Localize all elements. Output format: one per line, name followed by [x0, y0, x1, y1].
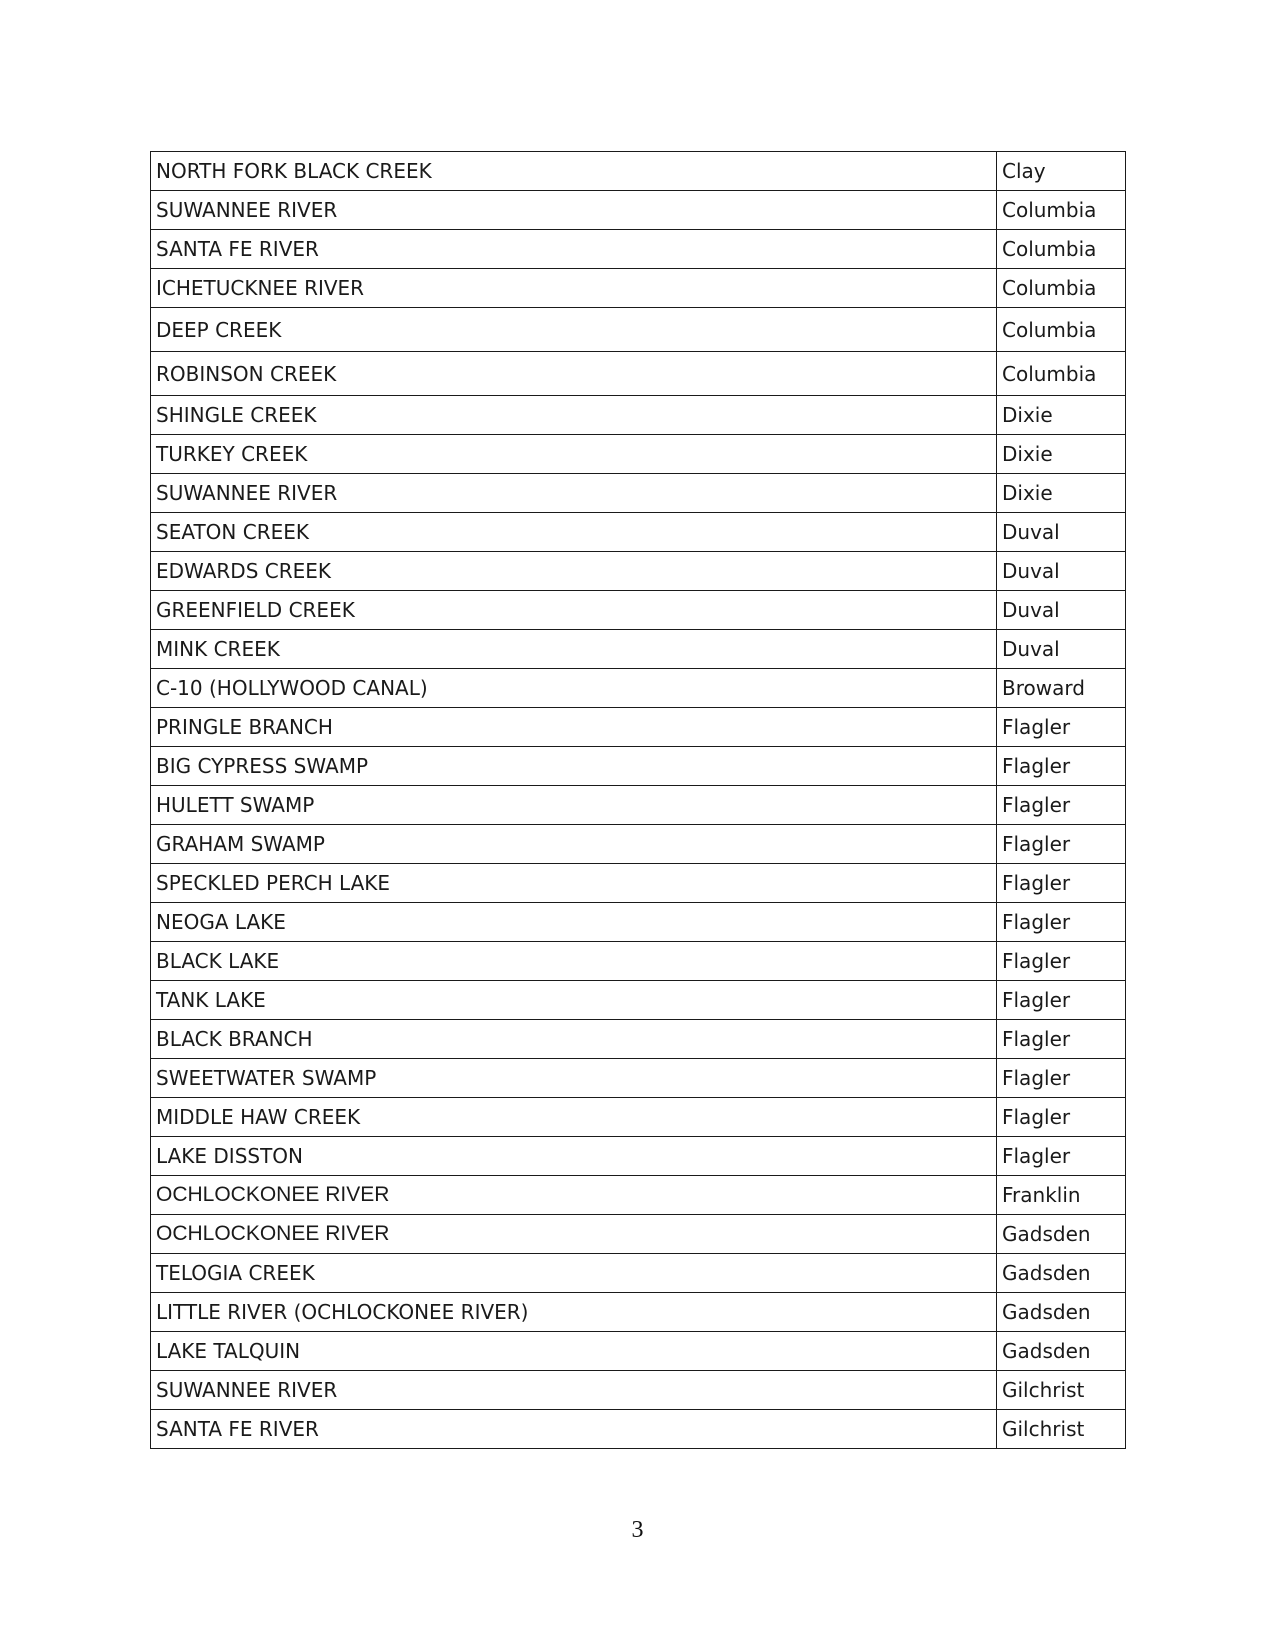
waterbody-name-cell: SWEETWATER SWAMP: [151, 1059, 997, 1098]
waterbody-name-cell: BLACK LAKE: [151, 942, 997, 981]
table-row: [151, 474, 1126, 513]
waterbody-name-cell: LITTLE RIVER (OCHLOCKONEE RIVER): [151, 1293, 997, 1332]
table-row: [151, 513, 1126, 552]
county-cell: Duval: [997, 513, 1126, 552]
table-row: [151, 435, 1126, 474]
waterbody-name-cell: TANK LAKE: [151, 981, 997, 1020]
county-cell: Flagler: [997, 747, 1126, 786]
table-row: [151, 1371, 1126, 1410]
waterbody-name-cell: HULETT SWAMP: [151, 786, 997, 825]
county-cell: Flagler: [997, 1098, 1126, 1137]
waterbody-name-cell: SANTA FE RIVER: [151, 230, 997, 269]
table-row: [151, 152, 1126, 191]
waterbody-name-cell: EDWARDS CREEK: [151, 552, 997, 591]
waterbody-county-table: [150, 151, 1126, 1449]
table-row: [151, 1332, 1126, 1371]
table-row: [151, 1059, 1126, 1098]
page-number: 3: [631, 1517, 644, 1543]
county-cell: Flagler: [997, 708, 1126, 747]
table-row: [151, 1215, 1126, 1254]
county-cell: Duval: [997, 591, 1126, 630]
table-row: [151, 942, 1126, 981]
waterbody-name-cell: MIDDLE HAW CREEK: [151, 1098, 997, 1137]
table-row: [151, 1176, 1126, 1215]
table-row: [151, 269, 1126, 308]
table-row: [151, 630, 1126, 669]
waterbody-name-cell: BLACK BRANCH: [151, 1020, 997, 1059]
table-row: [151, 708, 1126, 747]
table-row: [151, 230, 1126, 269]
table-row: [151, 864, 1126, 903]
county-cell: Gadsden: [997, 1215, 1126, 1254]
waterbody-name-cell: OCHLOCKONEE RIVER: [151, 1215, 997, 1254]
waterbody-name-cell: TURKEY CREEK: [151, 435, 997, 474]
waterbody-name-cell: SUWANNEE RIVER: [151, 191, 997, 230]
table-row: [151, 903, 1126, 942]
county-cell: Gilchrist: [997, 1410, 1126, 1449]
county-cell: Duval: [997, 552, 1126, 591]
county-cell: Flagler: [997, 825, 1126, 864]
waterbody-name-cell: PRINGLE BRANCH: [151, 708, 997, 747]
table-row: [151, 1098, 1126, 1137]
county-cell: Columbia: [997, 191, 1126, 230]
waterbody-name-cell: SPECKLED PERCH LAKE: [151, 864, 997, 903]
waterbody-name-cell: ROBINSON CREEK: [151, 352, 997, 396]
county-cell: Gadsden: [997, 1332, 1126, 1371]
county-cell: Dixie: [997, 396, 1126, 435]
table-row: [151, 786, 1126, 825]
county-cell: Gadsden: [997, 1254, 1126, 1293]
county-cell: Gadsden: [997, 1293, 1126, 1332]
table-row: [151, 1020, 1126, 1059]
table-row: [151, 396, 1126, 435]
county-cell: Columbia: [997, 230, 1126, 269]
table-row: [151, 1410, 1126, 1449]
county-cell: Columbia: [997, 308, 1126, 352]
table-row: [151, 669, 1126, 708]
waterbody-name-cell: LAKE TALQUIN: [151, 1332, 997, 1371]
county-cell: Flagler: [997, 942, 1126, 981]
waterbody-name-cell: SANTA FE RIVER: [151, 1410, 997, 1449]
table-row: [151, 591, 1126, 630]
waterbody-name-cell: MINK CREEK: [151, 630, 997, 669]
waterbody-name-cell: SHINGLE CREEK: [151, 396, 997, 435]
waterbody-name-cell: SUWANNEE RIVER: [151, 474, 997, 513]
county-cell: Dixie: [997, 474, 1126, 513]
county-cell: Columbia: [997, 269, 1126, 308]
table-row: [151, 1293, 1126, 1332]
waterbody-name-cell: ICHETUCKNEE RIVER: [151, 269, 997, 308]
waterbody-name-cell: SEATON CREEK: [151, 513, 997, 552]
county-cell: Dixie: [997, 435, 1126, 474]
county-cell: Flagler: [997, 864, 1126, 903]
county-cell: Broward: [997, 669, 1126, 708]
county-cell: Duval: [997, 630, 1126, 669]
waterbody-name-cell: TELOGIA CREEK: [151, 1254, 997, 1293]
waterbody-name-cell: NORTH FORK BLACK CREEK: [151, 152, 997, 191]
table-row: [151, 981, 1126, 1020]
table-row: [151, 308, 1126, 352]
waterbody-name-cell: NEOGA LAKE: [151, 903, 997, 942]
county-cell: Columbia: [997, 352, 1126, 396]
county-cell: Flagler: [997, 1020, 1126, 1059]
county-cell: Flagler: [997, 1137, 1126, 1176]
table-row: [151, 1137, 1126, 1176]
waterbody-name-cell: DEEP CREEK: [151, 308, 997, 352]
county-cell: Flagler: [997, 1059, 1126, 1098]
table-row: [151, 352, 1126, 396]
table-row: [151, 191, 1126, 230]
table-row: [151, 1254, 1126, 1293]
table-row: [151, 825, 1126, 864]
waterbody-name-cell: SUWANNEE RIVER: [151, 1371, 997, 1410]
county-cell: Gilchrist: [997, 1371, 1126, 1410]
county-cell: Flagler: [997, 981, 1126, 1020]
waterbody-name-cell: C-10 (HOLLYWOOD CANAL): [151, 669, 997, 708]
table-row: [151, 552, 1126, 591]
waterbody-name-cell: GRAHAM SWAMP: [151, 825, 997, 864]
waterbody-name-cell: OCHLOCKONEE RIVER: [151, 1176, 997, 1215]
county-cell: Franklin: [997, 1176, 1126, 1215]
waterbody-name-cell: BIG CYPRESS SWAMP: [151, 747, 997, 786]
county-cell: Clay: [997, 152, 1126, 191]
table-row: [151, 747, 1126, 786]
waterbody-name-cell: GREENFIELD CREEK: [151, 591, 997, 630]
county-cell: Flagler: [997, 903, 1126, 942]
waterbody-name-cell: LAKE DISSTON: [151, 1137, 997, 1176]
county-cell: Flagler: [997, 786, 1126, 825]
